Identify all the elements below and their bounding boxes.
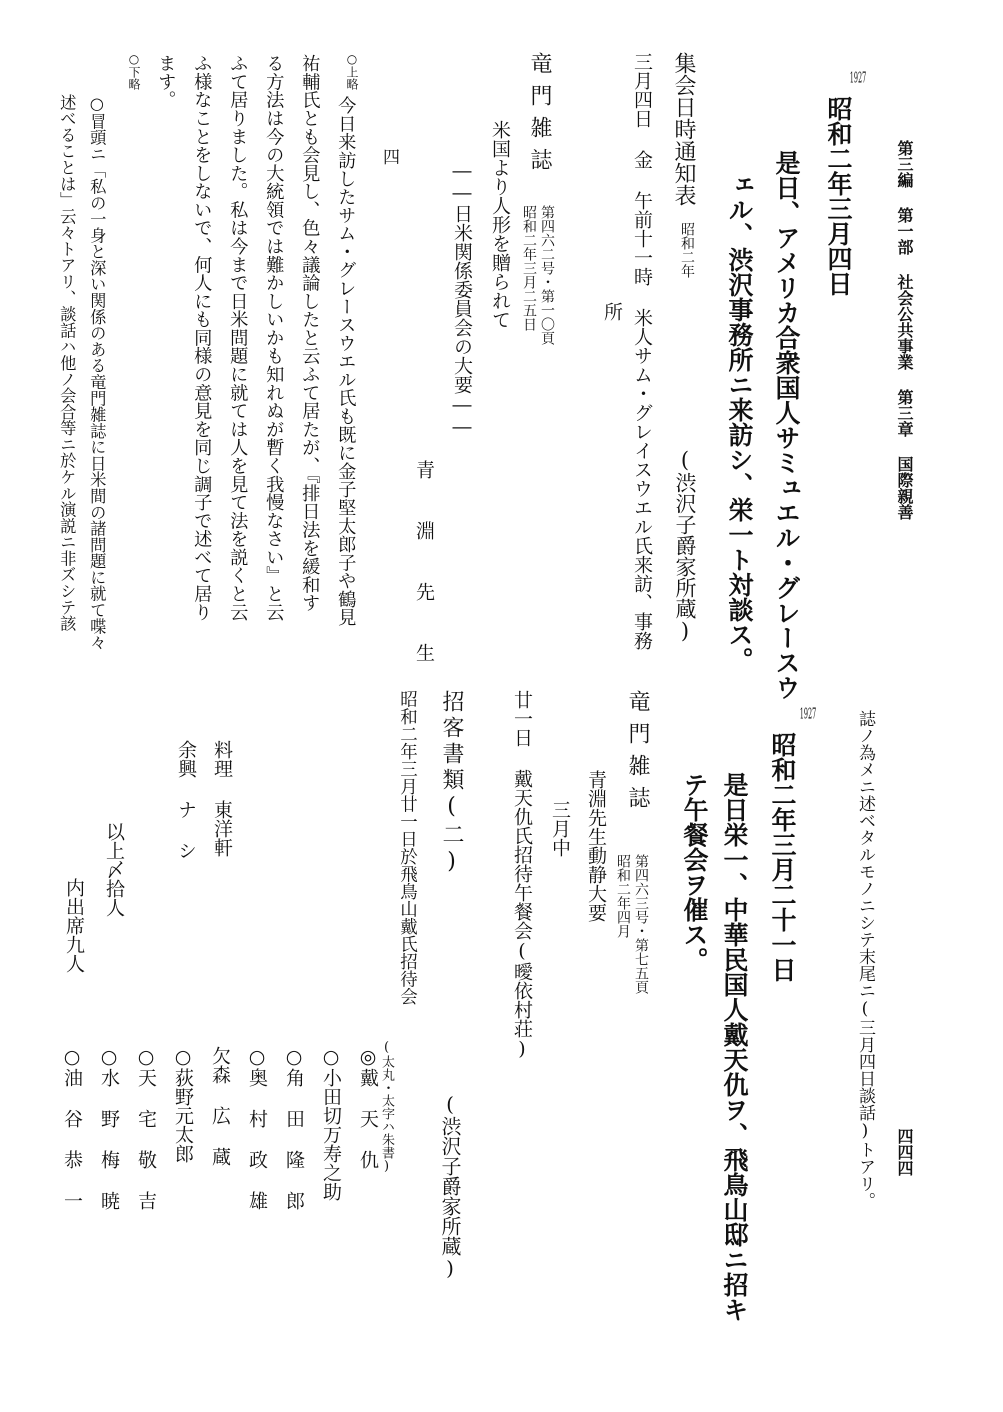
summary-line-2-bottom: テ午餐会ヲ催ス。 <box>680 772 709 972</box>
year-number-bottom: 1927 <box>799 706 817 721</box>
body-line-4: ふて居りました。私は今まで日米問題に就ては人を見て法を説くと云 <box>227 54 249 621</box>
article-author: 青 淵 先 生 <box>413 460 435 672</box>
article-subtitle: ――日米関係委員会の大要―― <box>451 160 473 438</box>
guest-name: ○奥 村 政 雄 <box>246 1046 268 1210</box>
source-issue-top-2: 第四六二号・第一〇頁 <box>539 205 555 345</box>
entertainment-line: 余興 ナ シ <box>175 740 197 860</box>
omit-mark-bottom: ○下略 <box>127 52 141 90</box>
guest-total: 以上〆拾人 <box>103 822 125 917</box>
running-head: 第三編 第一部 社会公共事業 第三章 国際親善 <box>895 140 914 520</box>
body-line-5: ふ様なことをしないで、何人にも同様の意見を同じ調子で述べて居り <box>191 54 213 621</box>
omit-mark-top: ○上略 <box>345 52 359 90</box>
report-entry: 廿一日 戴天仇氏招待午餐会(曖依村荘) <box>511 690 533 1060</box>
source-title-top-1: 集会日時通知表 <box>671 52 696 206</box>
source-date-bottom-1: 昭和二年四月 <box>615 854 631 938</box>
summary-line-1-bottom: 是日栄一、中華民国人戴天仇ヲ、飛鳥山邸ニ招キ <box>720 772 749 1322</box>
summary-line-1-top: 是日、アメリカ合衆国人サミュエル・グレースウ <box>772 150 801 700</box>
source-year-top-1: 昭和二年 <box>679 222 695 278</box>
editor-note-line-1: ○冒頭ニ「私の一身と深い関係のある竜門雑誌に日米間の諸問題に就て喋々 <box>87 94 107 651</box>
guest-name: ○荻野元太郎 <box>172 1046 194 1163</box>
report-title: 青淵先生動静大要 <box>585 770 607 922</box>
source-date-top-2: 昭和二年三月二五日 <box>521 205 537 331</box>
guest-name: ○角 田 隆 郎 <box>283 1046 305 1210</box>
body-line-1: 今日来訪したサム・グレースウエル氏も既に金子堅太郎子や鶴見 <box>335 96 357 627</box>
source-provenance-top-1: (渋沢子爵家所蔵) <box>673 448 697 643</box>
source-title-bottom-1: 竜門雑誌 <box>625 690 650 818</box>
editor-note-line-2: 述べることは」云々トアリ、談話ハ他ノ会合等ニ於ケル演説ニ非ズシテ該 <box>57 94 77 632</box>
year-number-top: 1927 <box>849 70 867 85</box>
invitation-title: 昭和二年三月廿一日於飛鳥山戴氏招待会 <box>397 690 418 1005</box>
page-number: 四四四 <box>895 1128 914 1176</box>
article-title: 米国より人形を贈られて <box>489 120 511 329</box>
report-month: 三月中 <box>549 800 571 857</box>
schedule-entry-top: 三月四日 金 午前十一時 米人サム・グレイスウエル氏来訪、事務 <box>631 52 653 650</box>
attendance-count: 内出席九人 <box>63 878 85 973</box>
source-issue-bottom-1: 第四六三号・第七五頁 <box>633 854 649 994</box>
guest-name: ○小田切万寿之助 <box>320 1046 342 1201</box>
section-number: 四 <box>379 148 399 165</box>
guest-name: ○水 野 梅 暁 <box>98 1046 120 1210</box>
body-line-2: 祐輔氏とも会見し、色々議論したと云ふて居たが、『排日法を緩和す <box>299 54 321 612</box>
source-title-top-2: 竜門雑誌 <box>527 52 552 180</box>
entry-date-top: 昭和二年三月四日 <box>824 96 853 296</box>
editor-note-continued: 誌ノ為メニ述ベタルモノニシテ末尾ニ(三月四日談話)トアリ。 <box>855 710 875 1209</box>
guest-name: ○天 宅 敬 吉 <box>135 1046 157 1210</box>
body-line-3: る方法は今の大統領では難かしいかも知れぬが暫く我慢なさい』と云 <box>263 54 285 621</box>
source-provenance-bottom-2: (渋沢子爵家所蔵) <box>438 1092 462 1280</box>
entry-date-bottom: 昭和二年三月二十一日 <box>768 732 797 982</box>
summary-line-2-top: ェル、渋沢事務所ニ来訪シ、栄一ト対談ス。 <box>725 172 754 672</box>
body-line-6: ます。 <box>155 54 177 109</box>
menu-line: 料理 東洋軒 <box>211 740 233 857</box>
guest-list-note: (太丸・太字ハ朱書) <box>379 1040 394 1174</box>
guest-name: ○油 谷 恭 一 <box>61 1046 83 1210</box>
source-title-bottom-2: 招客書類(二) <box>439 690 464 878</box>
schedule-entry-cont-top: 所 <box>601 302 623 321</box>
guest-name: ◎戴 天 仇 <box>357 1046 379 1169</box>
guest-name: 欠森 広 蔵 <box>209 1046 231 1166</box>
